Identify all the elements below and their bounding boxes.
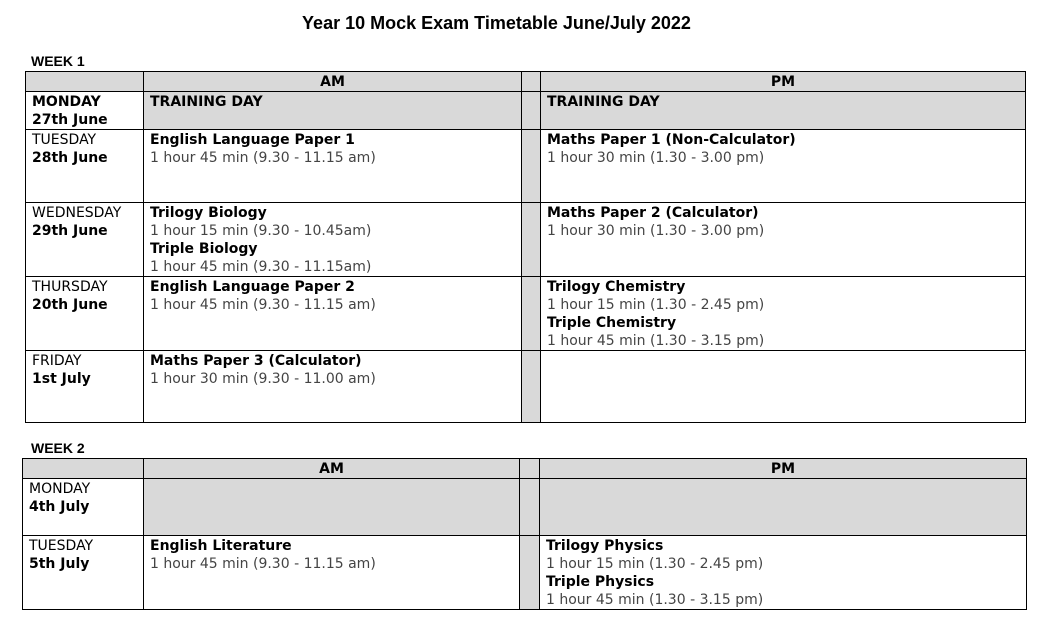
am-cell xyxy=(144,92,522,130)
week1-row-friday xyxy=(26,351,1026,423)
week1-label: WEEK 1 xyxy=(31,53,85,69)
day-cell xyxy=(26,203,144,277)
exam-time: 1 hour 30 min (1.30 - 3.00 pm) xyxy=(547,223,765,239)
week1-header-row xyxy=(26,72,1026,92)
am-cell xyxy=(144,479,520,536)
day-cell xyxy=(23,536,144,610)
exam-time: 1 hour 15 min (1.30 - 2.45 pm) xyxy=(547,297,765,313)
exam-time: 1 hour 15 min (9.30 - 10.45am) xyxy=(150,223,372,239)
gap-cell xyxy=(522,92,541,130)
exam-time: 1 hour 45 min (9.30 - 11.15am) xyxy=(150,259,372,275)
gap-cell xyxy=(522,130,541,203)
week2-row-monday xyxy=(23,479,1027,536)
gap-cell xyxy=(520,479,540,536)
day-date: 28th June xyxy=(32,150,108,166)
page-title: Year 10 Mock Exam Timetable June/July 2022 xyxy=(302,13,691,33)
am-cell xyxy=(144,351,522,423)
exam-subject: Maths Paper 1 (Non-Calculator) xyxy=(547,132,796,148)
day-cell xyxy=(26,351,144,423)
am-cell xyxy=(144,277,522,351)
day-name: MONDAY xyxy=(29,481,91,497)
pm-cell xyxy=(541,277,1026,351)
am-cell xyxy=(144,203,522,277)
week2-row-tuesday xyxy=(23,536,1027,610)
exam-subject: Trilogy Physics xyxy=(546,538,664,554)
week1-row-tuesday xyxy=(26,130,1026,203)
week2-gap-header xyxy=(520,459,540,479)
week1-am-header: AM xyxy=(144,72,522,92)
week2-table xyxy=(22,458,1027,610)
pm-cell xyxy=(541,130,1026,203)
day-cell xyxy=(26,130,144,203)
pm-cell xyxy=(540,479,1027,536)
exam-subject: English Language Paper 1 xyxy=(150,132,355,148)
gap-cell xyxy=(522,203,541,277)
exam-subject: Trilogy Biology xyxy=(150,205,267,221)
day-date: 4th July xyxy=(29,499,90,515)
day-cell xyxy=(23,479,144,536)
exam-subject: Trilogy Chemistry xyxy=(547,279,686,295)
day-name: WEDNESDAY xyxy=(32,205,122,221)
am-cell xyxy=(144,130,522,203)
day-date: 5th July xyxy=(29,556,90,572)
exam-time: 1 hour 30 min (1.30 - 3.00 pm) xyxy=(547,150,765,166)
pm-cell xyxy=(541,351,1026,423)
day-name: TUESDAY xyxy=(32,132,97,148)
exam-subject: Triple Biology xyxy=(150,241,258,257)
exam-subject: TRAINING DAY xyxy=(547,94,660,110)
week1-table xyxy=(25,71,1026,423)
exam-time: 1 hour 45 min (9.30 - 11.15 am) xyxy=(150,556,376,572)
day-date: 1st July xyxy=(32,371,91,387)
week1-gap-header xyxy=(522,72,541,92)
day-cell xyxy=(26,92,144,130)
week2-header-corner xyxy=(23,459,144,479)
am-cell xyxy=(144,536,520,610)
week1-row-thursday xyxy=(26,277,1026,351)
day-date: 27th June xyxy=(32,112,108,128)
pm-cell xyxy=(541,203,1026,277)
exam-subject: Triple Physics xyxy=(546,574,655,590)
exam-time: 1 hour 45 min (9.30 - 11.15 am) xyxy=(150,150,376,166)
exam-subject: TRAINING DAY xyxy=(150,94,263,110)
exam-subject: Triple Chemistry xyxy=(547,315,677,331)
day-name: MONDAY xyxy=(32,94,101,110)
day-name: TUESDAY xyxy=(29,538,94,554)
week2-header-row xyxy=(23,459,1027,479)
exam-time: 1 hour 45 min (9.30 - 11.15 am) xyxy=(150,297,376,313)
exam-subject: English Language Paper 2 xyxy=(150,279,355,295)
exam-time: 1 hour 30 min (9.30 - 11.00 am) xyxy=(150,371,376,387)
day-cell xyxy=(26,277,144,351)
exam-subject: Maths Paper 3 (Calculator) xyxy=(150,353,362,369)
day-date: 20th June xyxy=(32,297,108,313)
exam-time: 1 hour 15 min (1.30 - 2.45 pm) xyxy=(546,556,764,572)
week1-row-wednesday xyxy=(26,203,1026,277)
gap-cell xyxy=(520,536,540,610)
day-name: FRIDAY xyxy=(32,353,82,369)
week2-am-header: AM xyxy=(144,459,520,479)
week2-label: WEEK 2 xyxy=(31,440,85,456)
week1-header-corner xyxy=(26,72,144,92)
week2-pm-header: PM xyxy=(540,459,1027,479)
pm-cell xyxy=(540,536,1027,610)
week1-pm-header: PM xyxy=(541,72,1026,92)
gap-cell xyxy=(522,351,541,423)
exam-time: 1 hour 45 min (1.30 - 3.15 pm) xyxy=(547,333,765,349)
week1-row-monday xyxy=(26,92,1026,130)
day-name: THURSDAY xyxy=(32,279,108,295)
pm-cell xyxy=(541,92,1026,130)
gap-cell xyxy=(522,277,541,351)
exam-subject: English Literature xyxy=(150,538,292,554)
day-date: 29th June xyxy=(32,223,108,239)
exam-subject: Maths Paper 2 (Calculator) xyxy=(547,205,759,221)
exam-time: 1 hour 45 min (1.30 - 3.15 pm) xyxy=(546,592,764,608)
